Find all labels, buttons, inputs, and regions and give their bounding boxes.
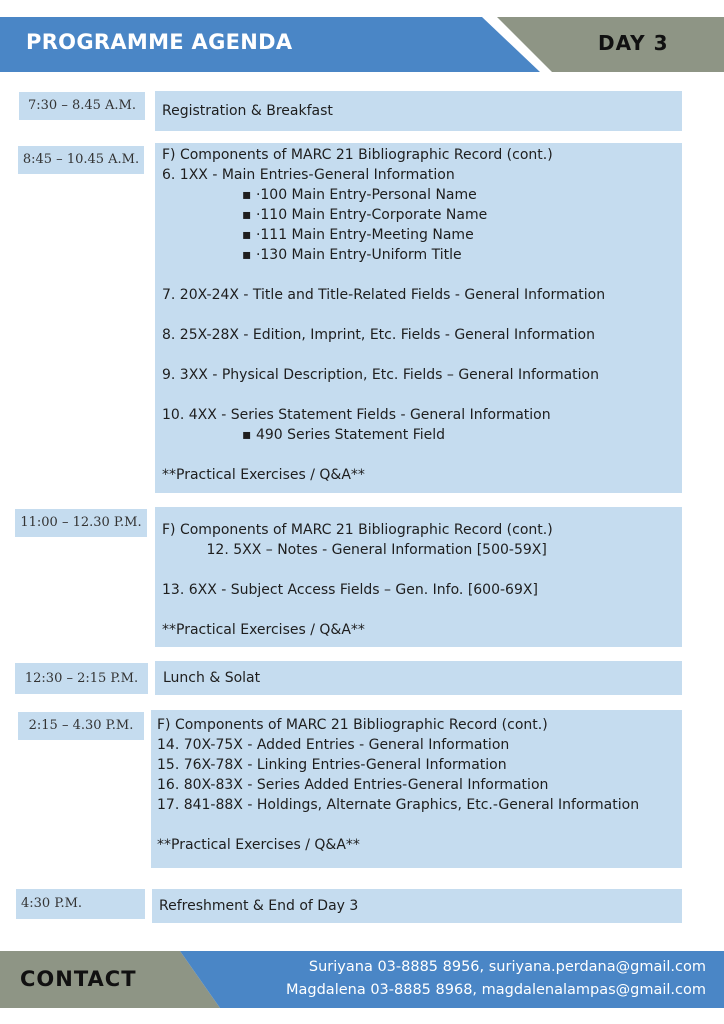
- session-line: 15. 76X-78X - Linking Entries-General Information: [157, 757, 507, 773]
- session-time: 12:30 – 2:15 P.M.: [15, 663, 148, 694]
- session-line: ▪ 490 Series Statement Field: [242, 427, 446, 443]
- session-line: F) Components of MARC 21 Bibliographic Record (cont.): [162, 147, 553, 163]
- session-line: ▪ ·100 Main Entry-Personal Name: [242, 187, 477, 203]
- session-line: ▪ ·130 Main Entry-Uniform Title: [242, 247, 462, 263]
- session-line: **Practical Exercises / Q&A**: [162, 467, 365, 483]
- page-title: PROGRAMME AGENDA: [26, 30, 293, 54]
- contact-title: CONTACT: [20, 967, 137, 991]
- session-line: **Practical Exercises / Q&A**: [157, 837, 360, 853]
- session-box: [152, 889, 682, 923]
- session-line: ▪ ·111 Main Entry-Meeting Name: [242, 227, 474, 243]
- session-line: 8. 25X-28X - Edition, Imprint, Etc. Fields - General Information: [162, 327, 595, 343]
- session-box: [155, 507, 682, 647]
- session-time: 7:30 – 8.45 A.M.: [19, 92, 145, 120]
- session-line: 7. 20X-24X - Title and Title-Related Fields - General Information: [162, 287, 606, 303]
- session-time: 2:15 – 4.30 P.M.: [18, 712, 144, 740]
- session-line: 13. 6XX - Subject Access Fields – Gen. Info. [600-69X]: [162, 582, 538, 598]
- session-box: [155, 661, 682, 695]
- session-box: [155, 143, 682, 493]
- session-line: Refreshment & End of Day 3: [159, 898, 359, 914]
- session-time: 4:30 P.M.: [16, 889, 145, 919]
- session-line: 9. 3XX - Physical Description, Etc. Fields – General Information: [162, 367, 599, 383]
- session-line: 16. 80X-83X - Series Added Entries-General Information: [157, 777, 549, 793]
- session-box: [151, 710, 682, 868]
- session-line: F) Components of MARC 21 Bibliographic Record (cont.): [157, 717, 548, 733]
- contact-line: Suriyana 03-8885 8956, suriyana.perdana@gmail.com: [308, 959, 706, 975]
- contact-line: Magdalena 03-8885 8968, magdalenalampas@gmail.com: [286, 982, 706, 998]
- session-line: ▪ ·110 Main Entry-Corporate Name: [242, 207, 488, 223]
- session-line: 12. 5XX – Notes - General Information [500-59X]: [162, 542, 547, 558]
- session-line: F) Components of MARC 21 Bibliographic Record (cont.): [162, 522, 553, 538]
- session-line: Lunch & Solat: [163, 670, 261, 686]
- day-label: DAY 3: [598, 31, 669, 55]
- session-line: 6. 1XX - Main Entries-General Information: [162, 167, 455, 183]
- session-line: 10. 4XX - Series Statement Fields - General Information: [162, 407, 551, 423]
- session-line: 14. 70X-75X - Added Entries - General Information: [157, 737, 510, 753]
- session-time: 11:00 – 12.30 P.M.: [15, 509, 147, 537]
- session-line: **Practical Exercises / Q&A**: [162, 622, 365, 638]
- session-line: 17. 841-88X - Holdings, Alternate Graphics, Etc.-General Information: [157, 797, 640, 813]
- session-line: Registration & Breakfast: [162, 103, 333, 119]
- session-time: 8:45 – 10.45 A.M.: [18, 146, 144, 174]
- session-box: [155, 91, 682, 131]
